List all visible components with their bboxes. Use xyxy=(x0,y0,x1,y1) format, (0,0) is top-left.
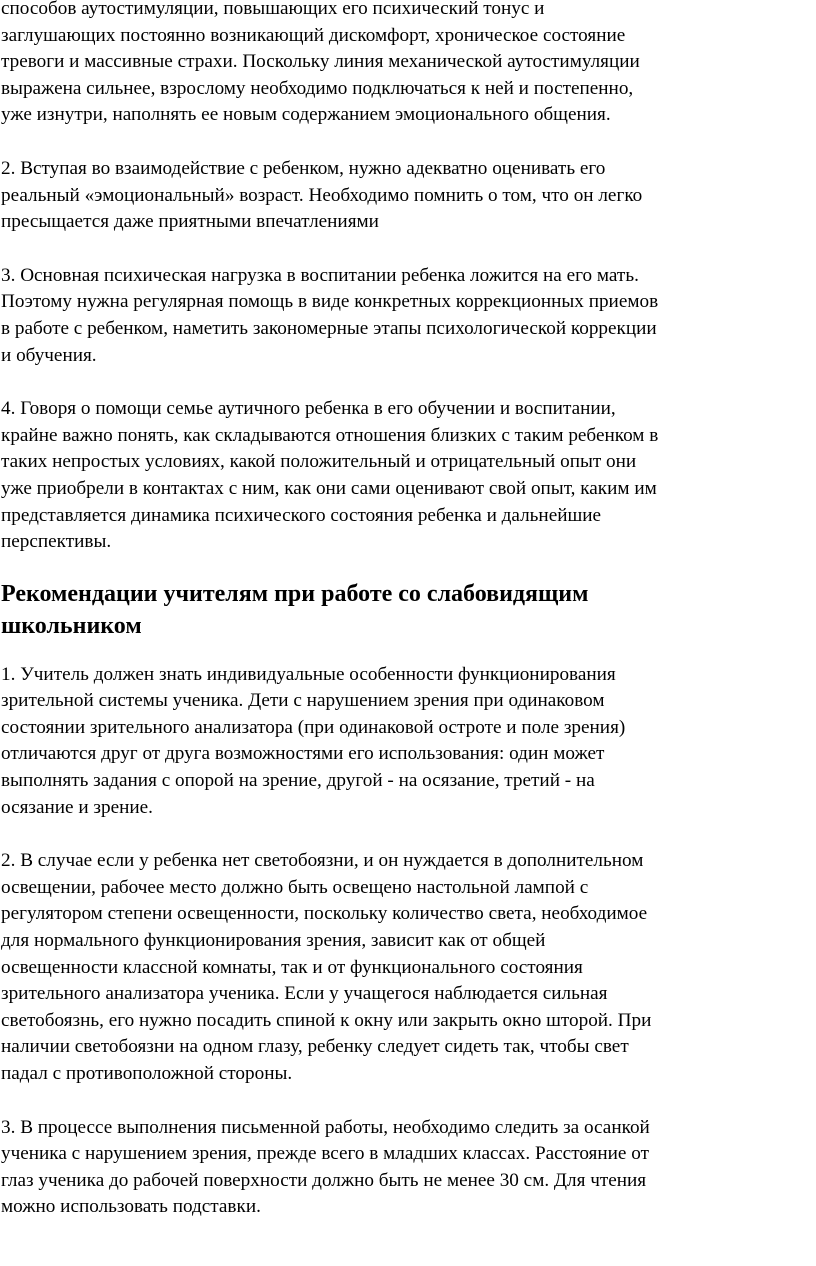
paragraph-gap xyxy=(1,821,816,848)
text-line: ученика с нарушением зрения, прежде всего в младших классах. Расстояние от xyxy=(1,1143,649,1165)
text-line: 1. Учитель должен знать индивидуальные особенности функционирования xyxy=(1,663,616,685)
paragraph-gap xyxy=(1,642,816,662)
text-line: и обучения. xyxy=(1,344,97,366)
text-line: зрительного анализатора ученика. Если у учащегося наблюдается сильная xyxy=(1,983,608,1005)
list-item-autism-4 xyxy=(1,396,816,556)
text-line: пресыщается даже приятными впечатлениями xyxy=(1,211,379,233)
paragraph-gap xyxy=(1,236,816,263)
paragraph-gap xyxy=(1,369,816,396)
text-line: наличии светобоязни на одном глазу, ребенку следует сидеть так, чтобы свет xyxy=(1,1036,629,1058)
text-line: перспективы. xyxy=(1,531,112,553)
text-line: 4. Говоря о помощи семье аутичного ребенка в его обучении и воспитании, xyxy=(1,398,616,420)
text-line: падал с противоположной стороны. xyxy=(1,1063,293,1084)
text-line: светобоязнь, его нужно посадить спиной к окну или закрыть окно шторой. При xyxy=(1,1009,652,1031)
text-line: тревоги и массивные страхи. Поскольку линия механической аутостимуляции xyxy=(1,51,640,73)
text-line: выполнять задания с опорой на зрение, другой - на осязание, третий - на xyxy=(1,770,595,792)
text-line: уже приобрели в контактах с ним, как они сами оценивают свой опыт, каким им xyxy=(1,477,657,499)
text-line: освещении, рабочее место должно быть освещено настольной лампой с xyxy=(1,876,589,898)
heading-line: Рекомендации учителям при работе со слабовидящим xyxy=(1,580,589,607)
text-line: 3. Основная психическая нагрузка в воспитании ребенка ложится на его мать. xyxy=(1,264,639,286)
text-line: 2. Вступая во взаимодействие с ребенком, нужно адекватно оценивать его xyxy=(1,157,606,179)
paragraph-gap xyxy=(1,129,816,156)
text-line: таких непростых условиях, какой положительный и отрицательный опыт они xyxy=(1,451,637,473)
text-line: выражена сильнее, взрослому необходимо подключаться к ней и постепенно, xyxy=(1,77,634,99)
text-line: реальный «эмоциональный» возраст. Необходимо помнить о том, что он легко xyxy=(1,184,643,206)
heading-line: школьником xyxy=(1,612,142,639)
text-line: освещенности классной комнаты, так и от функционального состояния xyxy=(1,956,583,978)
text-line: можно использовать подставки. xyxy=(1,1196,261,1218)
text-line: для нормального функционирования зрения, зависит как от общей xyxy=(1,930,546,952)
list-item-autism-2 xyxy=(1,156,816,236)
text-line: состоянии зрительного анализатора (при одинаковой остроте и поле зрения) xyxy=(1,716,626,738)
text-line: осязание и зрение. xyxy=(1,796,153,818)
paragraph-gap xyxy=(1,1088,816,1115)
intro-paragraph xyxy=(1,0,816,129)
text-line: глаз ученика до рабочей поверхности должно быть не менее 30 см. Для чтения xyxy=(1,1169,647,1191)
text-line: Поэтому нужна регулярная помощь в виде конкретных коррекционных приемов xyxy=(1,291,659,313)
text-line: представляется динамика психического состояния ребенка и дальнейшие xyxy=(1,504,602,526)
list-item-vision-2 xyxy=(1,848,816,1087)
list-item-autism-3 xyxy=(1,263,816,369)
text-line: отличаются друг от друга возможностями его использования: один может xyxy=(1,743,605,765)
text-line: способов аутостимуляции, повышающих его психический тонус и xyxy=(1,0,545,19)
section-heading xyxy=(1,578,816,642)
text-line: 3. В процессе выполнения письменной работы, необходимо следить за осанкой xyxy=(1,1116,650,1138)
text-line: крайне важно понять, как складываются отношения близких с таким ребенком в xyxy=(1,424,659,446)
text-line: заглушающих постоянно возникающий дискомфорт, хроническое состояние xyxy=(1,24,626,46)
text-line: в работе с ребенком, наметить закономерные этапы психологической коррекции xyxy=(1,317,657,339)
text-line: регулятором степени освещенности, поскольку количество света, необходимое xyxy=(1,903,648,925)
text-line: уже изнутри, наполнять ее новым содержанием эмоционального общения. xyxy=(1,104,611,126)
text-line: 2. В случае если у ребенка нет светобоязни, и он нуждается в дополнительном xyxy=(1,850,644,872)
text-line: зрительной системы ученика. Дети с нарушением зрения при одинаковом xyxy=(1,690,605,712)
list-item-vision-1 xyxy=(1,662,816,822)
list-item-vision-3 xyxy=(1,1115,816,1221)
